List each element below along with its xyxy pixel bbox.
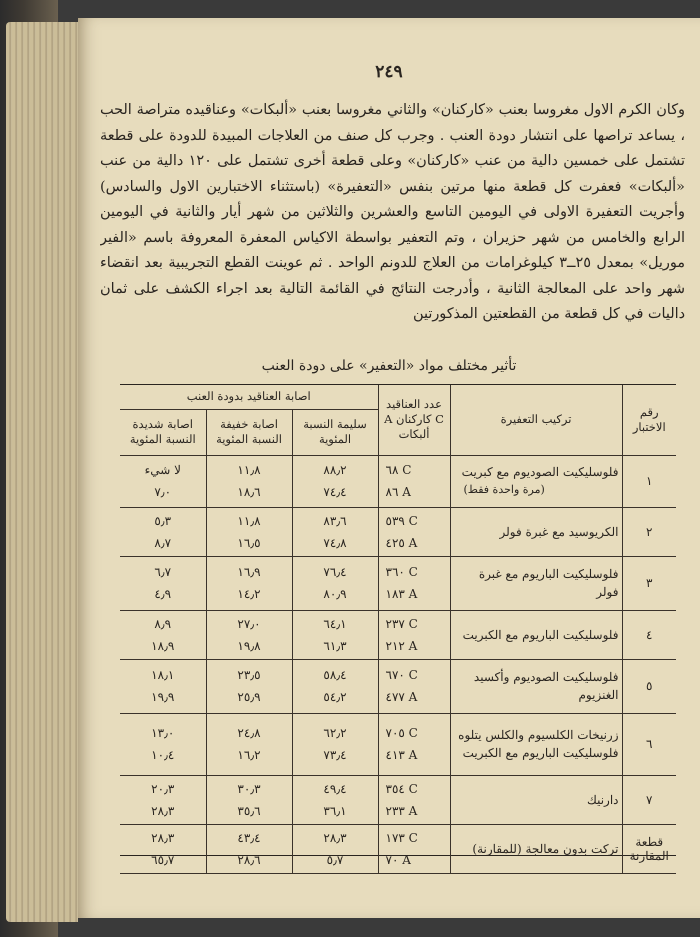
severe-albakat: ١٩٫٩ — [151, 690, 175, 704]
light-karkanan: ١١٫٨ — [237, 513, 261, 528]
healthy-cell — [292, 659, 378, 713]
light-albakat: ٢٨٫٦ — [237, 852, 261, 867]
severe-karkanan: ٢٠٫٣ — [151, 781, 175, 796]
light-cell — [206, 610, 292, 659]
severe-cell — [120, 713, 206, 775]
severe-albakat: ٤٫٩ — [154, 587, 172, 601]
header-severe: اصابة شديدة النسبة المئوية — [120, 409, 206, 455]
healthy-cell — [292, 824, 378, 873]
test-number: ٢ — [622, 507, 676, 556]
light-albakat: ٢٥٫٩ — [237, 690, 261, 704]
table-row — [120, 455, 676, 507]
treatment-name: فلوسليكيت الصوديوم وأكسيد الغنزيوم — [473, 670, 619, 702]
light-cell — [206, 775, 292, 824]
severe-karkanan: ٥٫٣ — [154, 513, 172, 528]
table-row — [120, 713, 676, 775]
count-karkanan: C ٣٦٠ — [385, 565, 418, 579]
page-edges — [6, 22, 78, 922]
healthy-cell — [292, 455, 378, 507]
light-cell — [206, 824, 292, 873]
count-karkanan: C ٥٣٩ — [385, 513, 418, 528]
test-number: ٦ — [622, 713, 676, 775]
severe-cell — [120, 556, 206, 610]
treatment-cell — [450, 610, 622, 659]
severe-karkanan: ٢٨٫٣ — [151, 830, 175, 845]
count-karkanan: C ٦٨ — [385, 463, 412, 477]
healthy-karkanan: ٤٩٫٤ — [323, 781, 347, 796]
header-infection-group: اصابة العناقيد بدودة العنب — [120, 385, 378, 409]
count-karkanan: C ٣٥٤ — [385, 781, 418, 796]
severe-karkanan: ٦٫٧ — [154, 565, 172, 579]
severe-albakat: ٦٥٫٧ — [151, 852, 175, 867]
severe-cell — [120, 455, 206, 507]
light-albakat: ١٤٫٢ — [237, 587, 261, 601]
treatment-name: زرنيخات الكلسيوم والكلس يتلوه فلوسليكيت الباريوم مع الكبريت — [458, 728, 619, 760]
treatment-cell — [450, 659, 622, 713]
healthy-albakat: ٧٣٫٤ — [323, 748, 347, 762]
cluster-count-cell — [378, 713, 450, 775]
severe-cell — [120, 507, 206, 556]
healthy-karkanan: ٨٨٫٢ — [323, 463, 347, 477]
healthy-cell — [292, 713, 378, 775]
table-row — [120, 507, 676, 556]
healthy-karkanan: ٥٨٫٤ — [323, 668, 347, 682]
light-karkanan: ١٦٫٩ — [237, 565, 261, 579]
results-table — [120, 384, 676, 867]
light-cell — [206, 455, 292, 507]
healthy-cell — [292, 775, 378, 824]
cluster-count-cell — [378, 507, 450, 556]
severe-karkanan: لا شيء — [144, 463, 181, 477]
count-karkanan: C ٧٠٥ — [385, 726, 418, 740]
table-row — [120, 775, 676, 824]
test-number: ٧ — [622, 775, 676, 824]
table-caption: تأثير مختلف مواد «التعفير» على دودة العنب — [261, 358, 517, 374]
healthy-cell — [292, 507, 378, 556]
table-row — [120, 556, 676, 610]
cluster-count-cell — [378, 455, 450, 507]
light-karkanan: ٢٧٫٠ — [237, 616, 261, 631]
cluster-count-cell — [378, 659, 450, 713]
header-composition: تركيب التعفيرة — [450, 385, 622, 455]
light-karkanan: ٣٠٫٣ — [237, 781, 261, 796]
healthy-albakat: ٥٫٧ — [326, 852, 344, 867]
severe-karkanan: ١٣٫٠ — [151, 726, 175, 740]
count-karkanan: C ٦٧٠ — [385, 668, 418, 682]
count-albakat: A ٢١٢ — [385, 638, 418, 653]
cluster-count-cell — [378, 775, 450, 824]
count-albakat: A ٧٠ — [385, 852, 411, 867]
count-karkanan: C ١٧٣ — [385, 830, 418, 845]
light-albakat: ١٦٫٥ — [237, 535, 261, 550]
test-number: ٤ — [622, 610, 676, 659]
healthy-karkanan: ٦٢٫٢ — [323, 726, 347, 740]
cluster-count-cell — [378, 556, 450, 610]
treatment-cell — [450, 824, 622, 873]
severe-cell — [120, 824, 206, 873]
header-test-no: رقم الاختبار — [622, 385, 676, 455]
light-albakat: ٣٥٫٦ — [237, 803, 261, 818]
header-healthy: سليمة النسبة المئوية — [292, 409, 378, 455]
body-paragraph: وكان الكرم الاول مغروسا بعنب «كاركنان» والثاني مغروسا بعنب «ألبكات» وعناقيده متراصة الحب ، يساعد تراصها على انتشار دودة العنب . وجرب كل صنف من العلاجات المبيدة للدودة على قطعة تشتمل على خمسين دالية من عنب «كاركنان» وعلى قطعة أخرى تشتمل على ١٢٠ دالية من عنب «ألبكات» فعفرت كل قطعة منها مرتين بنفس «التعفيرة» (باستثناء الاختبارين الاول والسادس) وأجريت التعفيرة الاولى في اليومين التاسع والعشرين والثلاثين من شهر أيار والثانية في اليومين الرابع والخامس من شهر حزيران ، وتم التعفير بواسطة الاكياس المعفرة المعروفة باسم «الفير موريل» بمعدل ٢٥ــ٣ كيلوغرامات من العلاج للدونم الواحد . ثم عوينت القطع التجريبية بعد انقضاء شهر واحد على المعالجة الثانية ، وأدرجت النتائج في القائمة التالية بعد اجراء الكشف على ثمان داليات في كل قطعة من القطعتين المذكورتين — [100, 102, 685, 322]
test-number: ٥ — [622, 659, 676, 713]
count-albakat: A ١٨٣ — [385, 587, 418, 601]
treatment-name: فلوسليكيت الصوديوم مع كبريت — [461, 465, 619, 479]
count-albakat: A ٤١٣ — [385, 748, 418, 762]
count-albakat: A ٢٣٣ — [385, 803, 418, 818]
header-cluster-count: عدد العناقيد C كاركنان A ألبكات — [378, 385, 450, 455]
test-number: قطعة المقارنة — [622, 824, 676, 873]
treatment-name: فلوسليكيت الباريوم مع غبرة فولر — [478, 567, 619, 599]
table-row — [120, 610, 676, 659]
healthy-karkanan: ٧٦٫٤ — [323, 565, 347, 579]
treatment-note: (مرة واحدة فقط) — [463, 483, 545, 496]
healthy-cell — [292, 610, 378, 659]
count-karkanan: C ٢٣٧ — [385, 616, 418, 631]
severe-cell — [120, 775, 206, 824]
healthy-karkanan: ٨٣٫٦ — [323, 513, 347, 528]
healthy-albakat: ٦١٫٣ — [323, 638, 347, 653]
treatment-cell — [450, 775, 622, 824]
light-cell — [206, 507, 292, 556]
healthy-albakat: ٧٤٫٤ — [323, 485, 347, 499]
book-page — [78, 18, 700, 918]
light-albakat: ١٨٫٦ — [237, 485, 261, 499]
cluster-count-cell — [378, 824, 450, 873]
treatment-name: تركت بدون معالجة (للمقارنة) — [472, 841, 619, 856]
treatment-name: دارنيك — [586, 792, 619, 807]
severe-karkanan: ١٨٫١ — [151, 668, 175, 682]
severe-albakat: ١٠٫٤ — [151, 748, 175, 762]
light-albakat: ١٩٫٨ — [237, 638, 261, 653]
severe-albakat: ١٨٫٩ — [151, 638, 175, 653]
page-number: ٢٤٩ — [375, 62, 403, 82]
light-albakat: ١٦٫٢ — [237, 748, 261, 762]
healthy-karkanan: ٦٤٫١ — [323, 616, 347, 631]
cluster-count-cell — [378, 610, 450, 659]
healthy-albakat: ٣٦٫١ — [323, 803, 347, 818]
healthy-albakat: ٨٠٫٩ — [323, 587, 347, 601]
light-karkanan: ٢٣٫٥ — [237, 668, 261, 682]
light-cell — [206, 713, 292, 775]
table-row — [120, 659, 676, 713]
severe-albakat: ٧٫٠ — [154, 485, 172, 499]
treatment-cell — [450, 507, 622, 556]
treatment-cell — [450, 556, 622, 610]
healthy-karkanan: ٢٨٫٣ — [323, 830, 347, 845]
severe-albakat: ٢٨٫٣ — [151, 803, 175, 818]
light-karkanan: ٢٤٫٨ — [237, 726, 261, 740]
header-light: اصابة خفيفة النسبة المئوية — [206, 409, 292, 455]
count-albakat: A ٤٢٥ — [385, 535, 418, 550]
healthy-albakat: ٥٤٫٢ — [323, 690, 347, 704]
count-albakat: A ٤٧٧ — [385, 690, 418, 704]
healthy-cell — [292, 556, 378, 610]
light-karkanan: ٤٣٫٤ — [237, 830, 261, 845]
healthy-albakat: ٧٤٫٨ — [323, 535, 347, 550]
light-cell — [206, 556, 292, 610]
treatment-name: الكريوسيد مع غبرة فولر — [499, 524, 619, 539]
count-albakat: A ٨٦ — [385, 485, 411, 499]
light-karkanan: ١١٫٨ — [237, 463, 261, 477]
treatment-cell — [450, 713, 622, 775]
table-row — [120, 824, 676, 873]
light-cell — [206, 659, 292, 713]
severe-karkanan: ٨٫٩ — [154, 616, 172, 631]
severe-cell — [120, 659, 206, 713]
severe-albakat: ٨٫٧ — [154, 535, 172, 550]
severe-cell — [120, 610, 206, 659]
test-number: ١ — [622, 455, 676, 507]
treatment-cell — [450, 455, 622, 507]
test-number: ٣ — [622, 556, 676, 610]
treatment-name: فلوسليكيت الباريوم مع الكبريت — [462, 627, 619, 642]
